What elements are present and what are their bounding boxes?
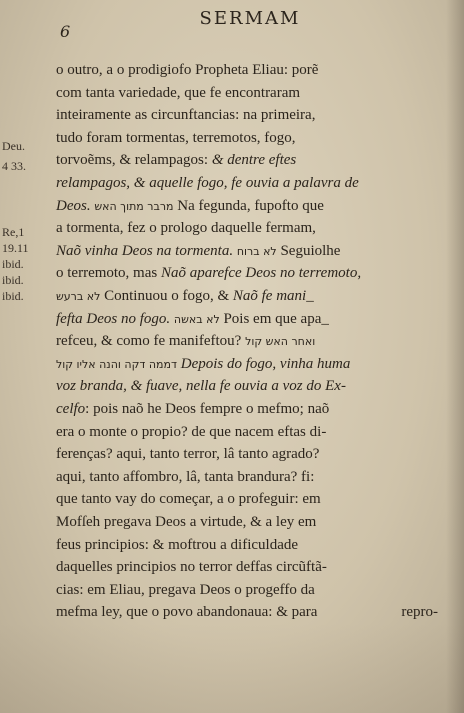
text-segment: Na fegunda, fupofto que [173,197,324,214]
text-line [56,128,428,148]
margin-reference: ibid. [2,289,24,303]
text-segment: mefma ley, que o povo abandonaua: & para [56,604,318,621]
italic-quote: celfo [56,401,86,417]
text-line [56,512,428,532]
text-segment: a tormenta, fez o prologo daquelle fermam, [56,220,316,237]
page-bottom-shade [0,623,464,713]
hebrew-quote: לא באשה [173,312,220,326]
italic-quote: & dentre eftes [211,152,297,169]
margin-reference: 19.11 [2,241,29,255]
text-line [56,218,428,238]
text-line [56,557,428,577]
italic-quote: voz branda, & fuave, nella fe ouvia a voz do Ex- [56,378,346,395]
text-line [56,331,428,352]
text-segment: inteiramente as circunftancias: na primeira, [56,107,316,124]
text-line [56,580,428,600]
text-segment: que tanto vay do começar, a o profeguir: em [56,491,321,508]
text-line [56,105,428,125]
text-segment: Continuou o fogo, & [100,288,233,304]
text-segment: era o monte o propio? de que nacem eftas di- [56,423,327,440]
italic-quote: fefta Deos no fogo. [56,310,174,327]
text-line [56,196,428,217]
italic-quote: Naõ vinha Deos na tormenta. [56,242,237,259]
text-line [56,83,428,103]
text-line [56,535,428,555]
page-number: 6 [60,22,71,41]
text-segment: torvoẽms, & relampagos: [56,152,212,169]
catchword: repro- [401,604,438,620]
text-segment: tudo foram tormentas, terremotos, fogo, [56,129,296,146]
hebrew-quote: דממה דקה והנה אליו קול [56,357,178,371]
text-line [56,467,428,487]
text-segment: Seguiolhe [276,242,341,259]
text-line [56,60,428,80]
text-line [56,286,428,307]
margin-reference: 4 33. [2,159,26,173]
hebrew-quote: לא ברוח [236,244,277,258]
page-edge-shadow [446,0,464,713]
running-title-text: SERMAM [199,8,301,29]
text-segment: ferenças? aqui, tanto terror, lâ tanto agrado? [56,446,320,463]
italic-quote: Depois do fogo, vinha huma [177,355,351,372]
text-line [56,376,428,396]
hebrew-quote: מרבר מתוך האש [94,199,174,213]
text-line [56,150,428,170]
text-line [56,489,428,509]
text-segment: : pois naõ he Deos fempre o mefmo; naõ [85,401,330,417]
text-segment: o outro, a o prodigiofo Propheta Eliau: porẽ [56,62,319,78]
hebrew-quote: ואחר האש קול [245,335,316,349]
running-title [0,8,464,29]
italic-quote: Deos. [56,197,95,214]
margin-reference: Deu. [2,139,25,153]
margin-reference: ibid. [2,257,24,271]
margin-reference: ibid. [2,273,24,287]
text-segment: Mofſeh pregava Deos a virtude, & a ley em [56,514,317,530]
text-segment: o terremoto, mas [56,265,161,282]
hebrew-quote: לא ברעש [56,290,101,303]
text-segment: daquelles principios no terror deffas circũftã- [56,559,327,576]
text-line [56,399,428,419]
text-line [56,422,428,442]
text-segment: cias: em Eliau, pregava Deos o progeffo da [56,581,315,598]
text-segment: Pois em que apa_ [219,310,329,327]
text-segment: refceu, & como fe manifeftou? [56,333,246,350]
text-line [56,602,428,622]
text-line [56,354,428,375]
text-line [56,444,428,464]
italic-quote: Naõ aparefce Deos no terremoto, [160,265,362,282]
text-line [56,241,428,262]
text-segment: com tanta variedade, que fe encontraram [56,84,301,101]
text-line [56,173,428,193]
text-line [56,263,428,283]
text-line [56,309,428,330]
italic-quote: relampagos, & aquelle fogo, fe ouvia a palavra de [56,175,359,191]
margin-reference: Re,1 [2,225,25,239]
text-segment: feus principios: & moftrou a dificuldade [56,536,299,553]
italic-quote: Naõ fe mani_ [232,288,314,304]
text-segment: aqui, tanto affombro, lâ, tanta brandura? fi: [56,468,315,485]
